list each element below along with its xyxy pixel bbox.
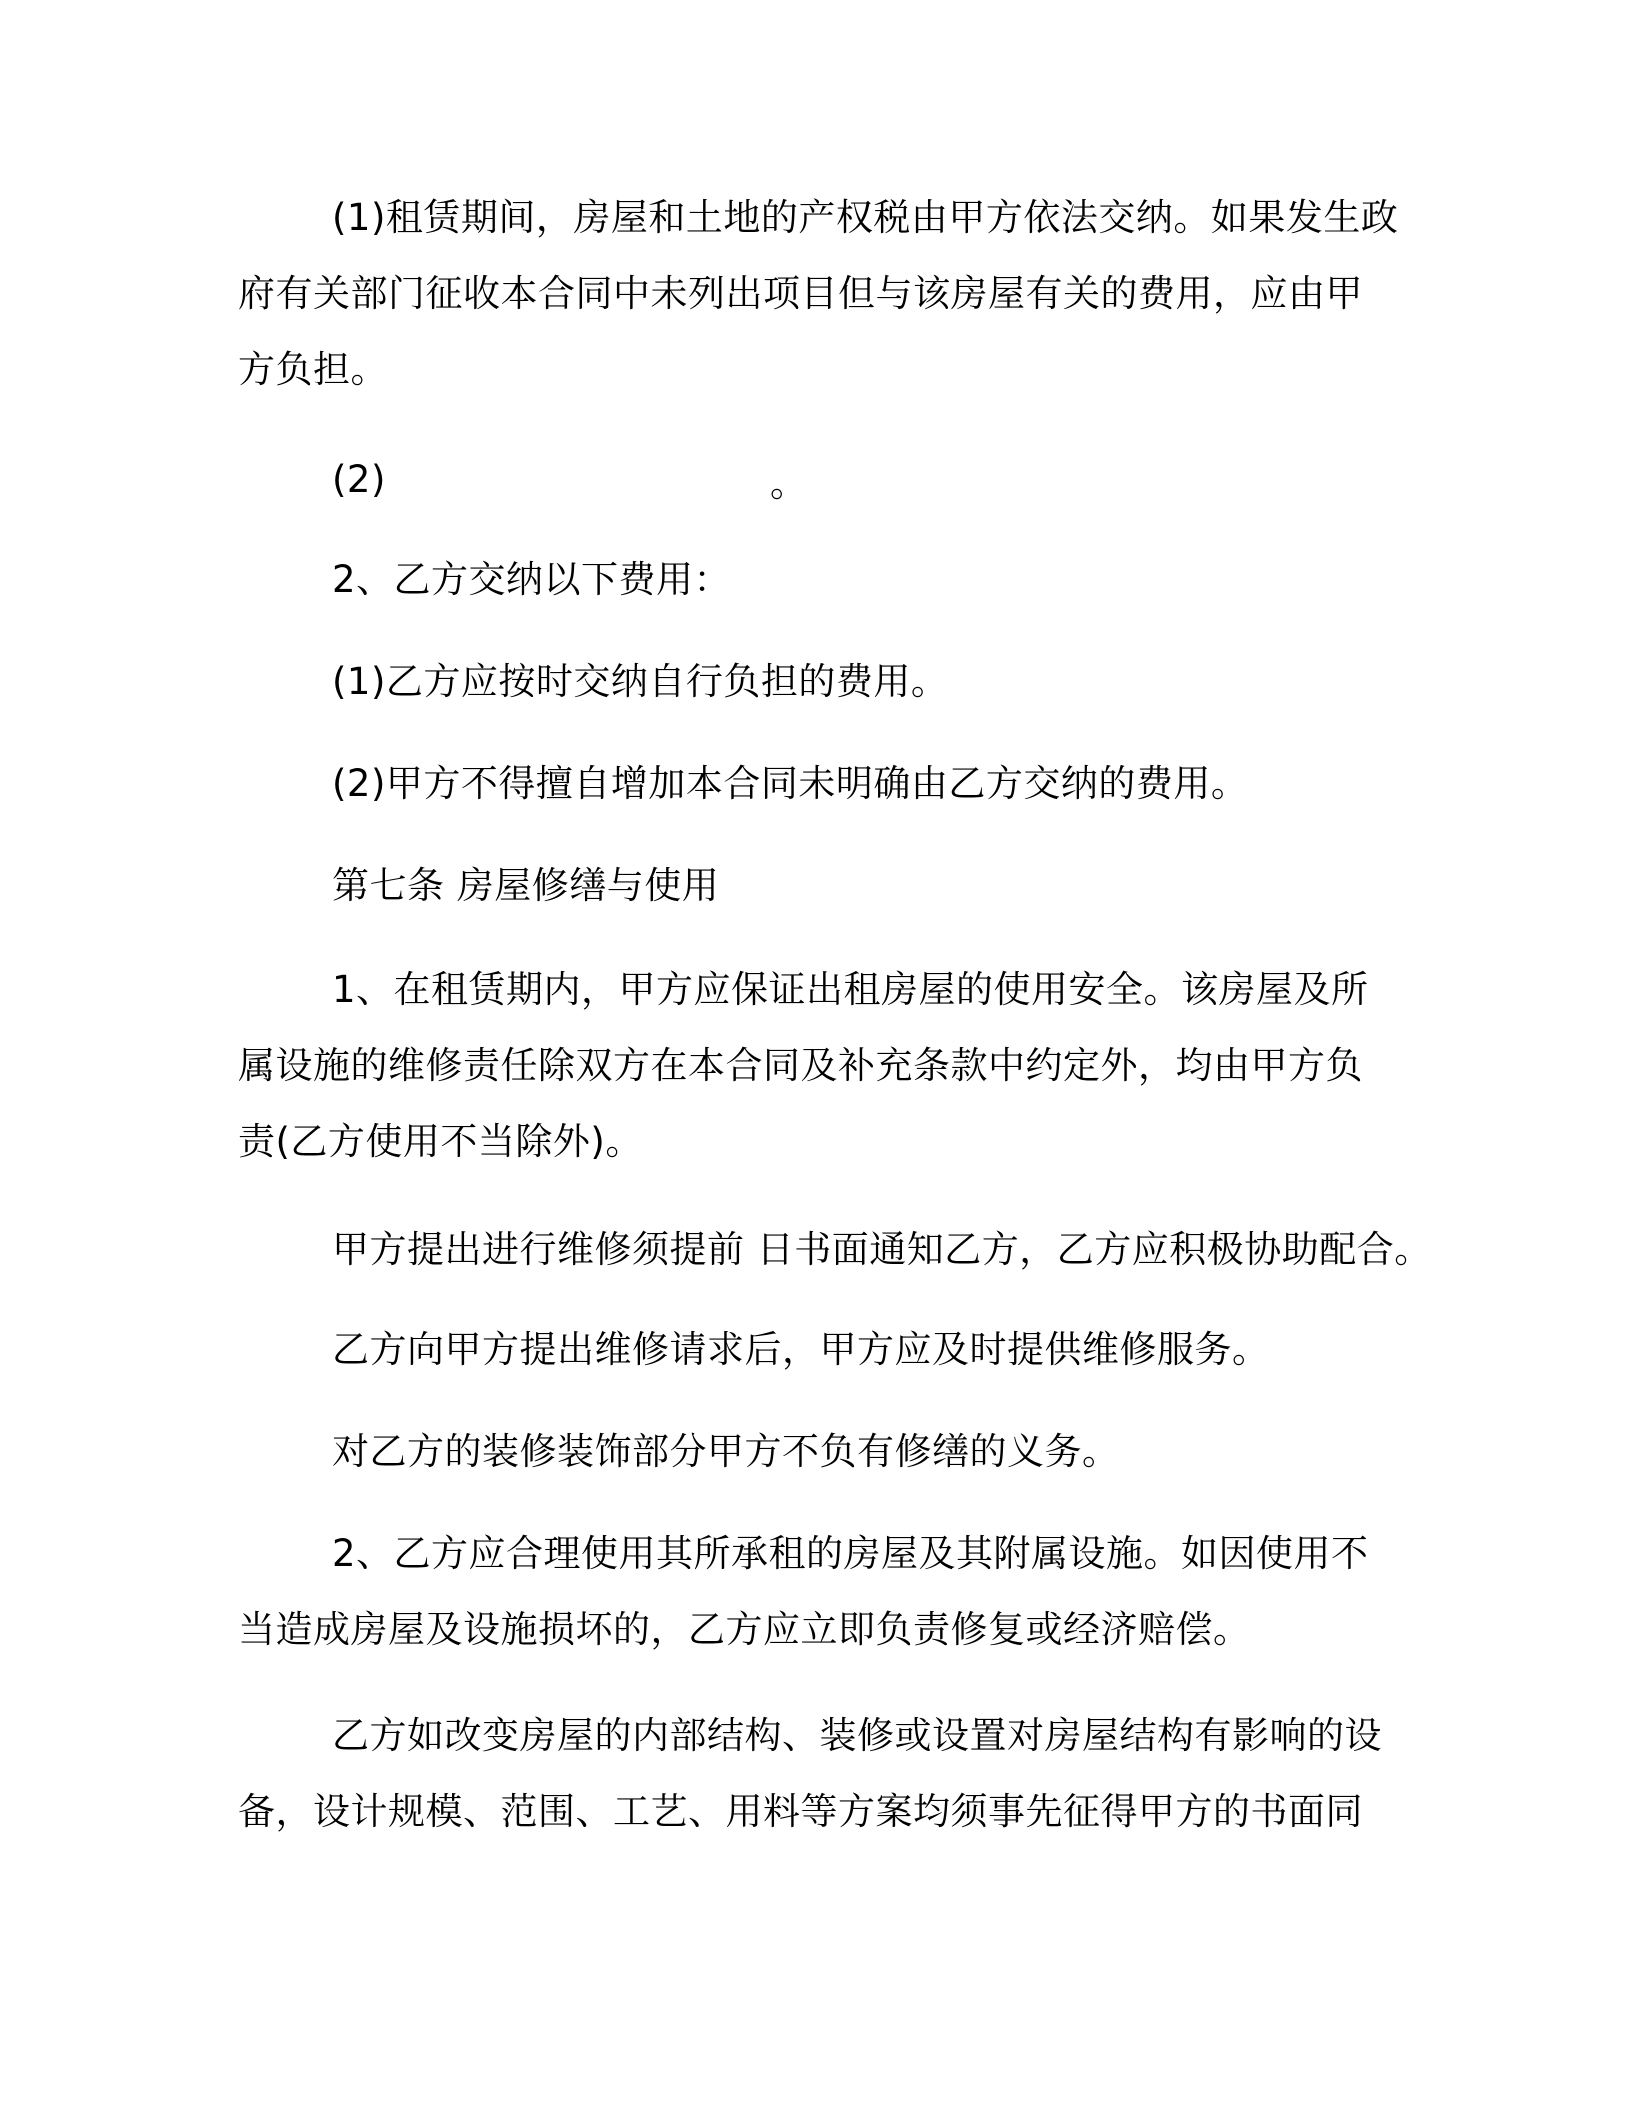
- paragraph-line: (2)甲方不得擅自增加本合同未明确由乙方交纳的费用。: [332, 762, 1249, 805]
- paragraph-line: 乙方向甲方提出维修请求后，甲方应及时提供维修服务。: [332, 1328, 1270, 1371]
- paragraph-line: 方负担。: [238, 348, 388, 391]
- paragraph-line: (2): [332, 458, 386, 501]
- paragraph-line: 1、在租赁期内，甲方应保证出租房屋的使用安全。该房屋及所: [332, 968, 1369, 1011]
- paragraph-line: 备，设计规模、范围、工艺、用料等方案均须事先征得甲方的书面同: [238, 1790, 1363, 1833]
- paragraph-line: 甲方提出进行维修须提前 日书面通知乙方，乙方应积极协助配合。: [332, 1228, 1432, 1271]
- blank-field-period: 。: [770, 462, 807, 505]
- clause-heading: 2、乙方交纳以下费用：: [332, 558, 732, 601]
- paragraph-line: (1)租赁期间，房屋和土地的产权税由甲方依法交纳。如果发生政: [332, 196, 1399, 239]
- article-heading: 第七条 房屋修缮与使用: [332, 864, 720, 907]
- paragraph-line: 对乙方的装修装饰部分甲方不负有修缮的义务。: [332, 1430, 1120, 1473]
- paragraph-line: 属设施的维修责任除双方在本合同及补充条款中约定外，均由甲方负: [238, 1044, 1363, 1087]
- paragraph-line: 乙方如改变房屋的内部结构、装修或设置对房屋结构有影响的设: [332, 1714, 1382, 1757]
- paragraph-line: 2、乙方应合理使用其所承租的房屋及其附属设施。如因使用不: [332, 1532, 1369, 1575]
- paragraph-line: 当造成房屋及设施损坏的，乙方应立即负责修复或经济赔偿。: [238, 1608, 1251, 1651]
- paragraph-line: 责(乙方使用不当除外)。: [238, 1120, 643, 1163]
- paragraph-line: 府有关部门征收本合同中未列出项目但与该房屋有关的费用，应由甲: [238, 272, 1363, 315]
- paragraph-line: (1)乙方应按时交纳自行负担的费用。: [332, 660, 949, 703]
